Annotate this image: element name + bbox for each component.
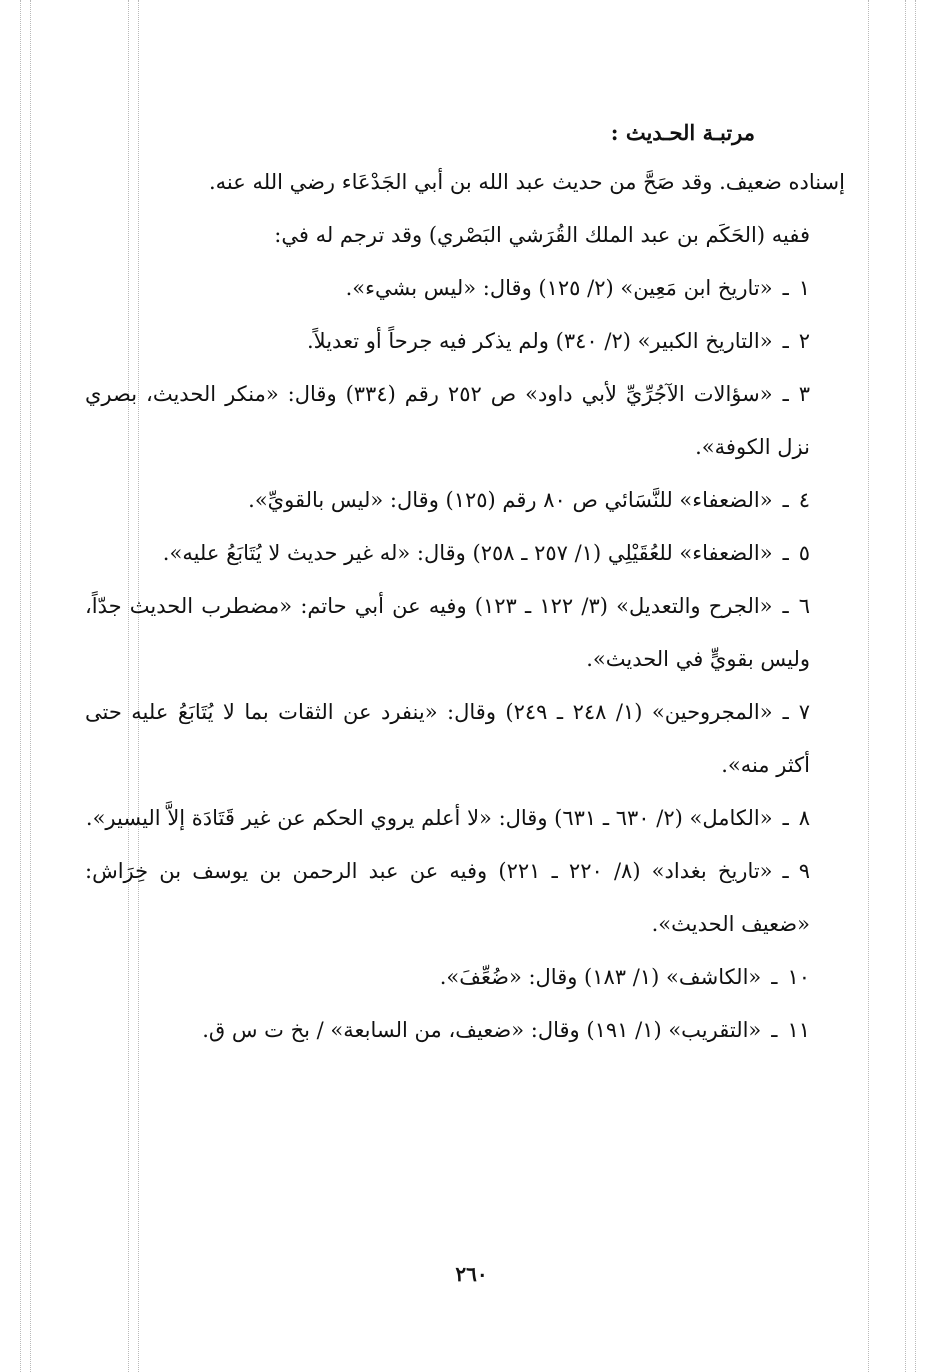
list-item: [85, 262, 845, 315]
lead-paragraph: ففيه (الحَكَم بن عبد الملك القُرَشي البَصْري) وقد ترجم له في:: [274, 223, 810, 247]
list-item: [85, 1004, 845, 1057]
item-number: ١٠: [787, 965, 810, 989]
list-item: [85, 686, 845, 792]
source-list: [85, 262, 845, 1057]
item-number: ٢: [798, 329, 810, 353]
item-number: ٨: [798, 806, 810, 830]
item-number: ٥: [798, 541, 810, 565]
intro-paragraph: إسناده ضعيف. وقد صَحَّ من حديث عبد الله بن أبي الجَدْعَاء رضي الله عنه.: [209, 170, 845, 194]
item-dash: ـ: [782, 488, 789, 512]
list-item: [85, 845, 845, 951]
item-dash: ـ: [782, 329, 789, 353]
list-item: [85, 368, 845, 474]
item-number: ٤: [798, 488, 810, 512]
item-dash: ـ: [782, 806, 789, 830]
list-item: [85, 792, 845, 845]
item-number: ٣: [798, 382, 811, 406]
page-body: [85, 110, 845, 1057]
item-text: «سؤالات الآجُرِّيِّ لأبي داود» ص ٢٥٢ رقم (٣٣٤) وقال: «منكر الحديث، بصري نزل الكوفة».: [85, 382, 810, 459]
right-margin-guide-3: [915, 0, 917, 1372]
item-text: «تاريخ بغداد» (٨/ ٢٢٠ ـ ٢٢١) وفيه عن عبد الرحمن بن يوسف بن خِرَاش: «ضعيف الحديث».: [85, 859, 810, 936]
item-dash: ـ: [782, 859, 789, 883]
item-dash: ـ: [782, 541, 789, 565]
right-margin-guide-2: [905, 0, 907, 1372]
left-margin-guide: [20, 0, 22, 1372]
page-number: ٢٦٠: [455, 1262, 488, 1286]
list-item: [85, 527, 845, 580]
item-dash: ـ: [782, 700, 789, 724]
left-margin-guide-2: [30, 0, 32, 1372]
item-number: ٧: [798, 700, 810, 724]
section-heading: مرتبـة الحـديث :: [610, 120, 755, 145]
item-text: «المجروحين» (١/ ٢٤٨ ـ ٢٤٩) وقال: «ينفرد عن الثقات بما لا يُتَابَعُ عليه حتى أكثر منه».: [85, 700, 810, 777]
item-number: ١: [798, 276, 810, 300]
item-dash: ـ: [782, 382, 789, 406]
item-dash: ـ: [782, 276, 789, 300]
item-text: «الجرح والتعديل» (٣/ ١٢٢ ـ ١٢٣) وفيه عن أبي حاتم: «مضطرب الحديث جدّاً، وليس بقويٍّ في الحديث».: [85, 594, 810, 671]
item-number: ٩: [798, 859, 810, 883]
item-dash: ـ: [771, 965, 778, 989]
item-text: «تاريخ ابن مَعِين» (٢/ ١٢٥) وقال: «ليس بشيء».: [345, 276, 773, 300]
item-dash: ـ: [782, 594, 789, 618]
list-item: [85, 580, 845, 686]
item-text: «الضعفاء» للنَّسَائي ص ٨٠ رقم (١٢٥) وقال: «ليس بالقويِّ».: [248, 488, 773, 512]
item-text: «الكامل» (٢/ ٦٣٠ ـ ٦٣١) وقال: «لا أعلم يروي الحكم عن غير قَتَادَة إلاَّ اليسير».: [85, 806, 773, 830]
item-text: «التاريخ الكبير» (٢/ ٣٤٠) ولم يذكر فيه جرحاً أو تعديلاً.: [307, 329, 773, 353]
item-number: ١١: [787, 1018, 810, 1042]
list-item: [85, 474, 845, 527]
list-item: [85, 951, 845, 1004]
item-dash: ـ: [771, 1018, 778, 1042]
item-text: «الضعفاء» للعُقَيْلِي (١/ ٢٥٧ ـ ٢٥٨) وقال: «له غير حديث لا يُتَابَعُ عليه».: [162, 541, 773, 565]
right-margin-guide: [868, 0, 870, 1372]
item-text: «التقريب» (١/ ١٩١) وقال: «ضعيف، من السابعة» / بخ ت س ق.: [202, 1018, 762, 1042]
item-number: ٦: [798, 594, 810, 618]
list-item: [85, 315, 845, 368]
item-text: «الكاشف» (١/ ١٨٣) وقال: «ضُعِّفَ».: [439, 965, 762, 989]
